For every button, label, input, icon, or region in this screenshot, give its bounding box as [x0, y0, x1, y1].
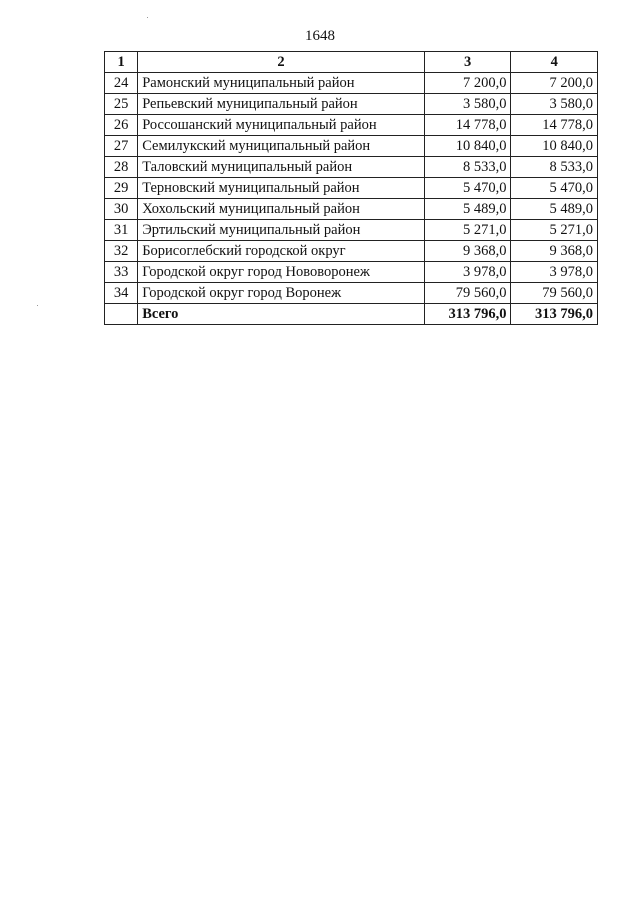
row-number: 25	[105, 94, 138, 115]
row-number: 27	[105, 136, 138, 157]
row-name: Эртильский муниципальный район	[138, 220, 425, 241]
scan-speck	[37, 305, 38, 306]
budget-table	[104, 51, 598, 325]
row-value-4: 9 368,0	[511, 241, 598, 262]
table-row	[105, 178, 598, 199]
table-row	[105, 73, 598, 94]
row-value-3: 5 271,0	[424, 220, 511, 241]
row-value-4: 5 489,0	[511, 199, 598, 220]
table-row	[105, 262, 598, 283]
row-value-3: 10 840,0	[424, 136, 511, 157]
row-value-4: 8 533,0	[511, 157, 598, 178]
header-col-1: 1	[105, 52, 138, 73]
row-value-4: 3 580,0	[511, 94, 598, 115]
table-row	[105, 115, 598, 136]
row-value-3: 14 778,0	[424, 115, 511, 136]
row-number: 32	[105, 241, 138, 262]
row-name: Семилукский муниципальный район	[138, 136, 425, 157]
table-header-row	[105, 52, 598, 73]
row-value-4: 10 840,0	[511, 136, 598, 157]
row-value-4: 7 200,0	[511, 73, 598, 94]
row-name: Городской округ город Нововоронеж	[138, 262, 425, 283]
total-value-3: 313 796,0	[424, 304, 511, 325]
table-row	[105, 136, 598, 157]
row-number: 30	[105, 199, 138, 220]
row-name: Рамонский муниципальный район	[138, 73, 425, 94]
row-name: Хохольский муниципальный район	[138, 199, 425, 220]
row-value-3: 3 978,0	[424, 262, 511, 283]
row-value-4: 14 778,0	[511, 115, 598, 136]
row-value-4: 3 978,0	[511, 262, 598, 283]
row-number: 33	[105, 262, 138, 283]
header-col-2: 2	[138, 52, 425, 73]
row-name: Терновский муниципальный район	[138, 178, 425, 199]
total-number	[105, 304, 138, 325]
row-name: Борисоглебский городской округ	[138, 241, 425, 262]
row-number: 28	[105, 157, 138, 178]
table-total-row	[105, 304, 598, 325]
table-row	[105, 94, 598, 115]
row-name: Россошанский муниципальный район	[138, 115, 425, 136]
table-row	[105, 283, 598, 304]
row-number: 24	[105, 73, 138, 94]
table-row	[105, 220, 598, 241]
header-col-4: 4	[511, 52, 598, 73]
row-name: Таловский муниципальный район	[138, 157, 425, 178]
row-value-3: 79 560,0	[424, 283, 511, 304]
total-value-4: 313 796,0	[511, 304, 598, 325]
row-value-3: 5 489,0	[424, 199, 511, 220]
page-number: 1648	[305, 28, 335, 44]
row-name: Городской округ город Воронеж	[138, 283, 425, 304]
row-value-4: 5 271,0	[511, 220, 598, 241]
row-value-4: 79 560,0	[511, 283, 598, 304]
row-number: 31	[105, 220, 138, 241]
row-name: Репьевский муниципальный район	[138, 94, 425, 115]
table-row	[105, 157, 598, 178]
row-value-3: 9 368,0	[424, 241, 511, 262]
row-value-4: 5 470,0	[511, 178, 598, 199]
row-value-3: 3 580,0	[424, 94, 511, 115]
header-col-3: 3	[424, 52, 511, 73]
table-row	[105, 199, 598, 220]
row-number: 29	[105, 178, 138, 199]
table-row	[105, 241, 598, 262]
scan-speck	[147, 17, 148, 18]
row-number: 26	[105, 115, 138, 136]
row-value-3: 7 200,0	[424, 73, 511, 94]
row-value-3: 5 470,0	[424, 178, 511, 199]
row-value-3: 8 533,0	[424, 157, 511, 178]
row-number: 34	[105, 283, 138, 304]
total-label: Всего	[138, 304, 425, 325]
